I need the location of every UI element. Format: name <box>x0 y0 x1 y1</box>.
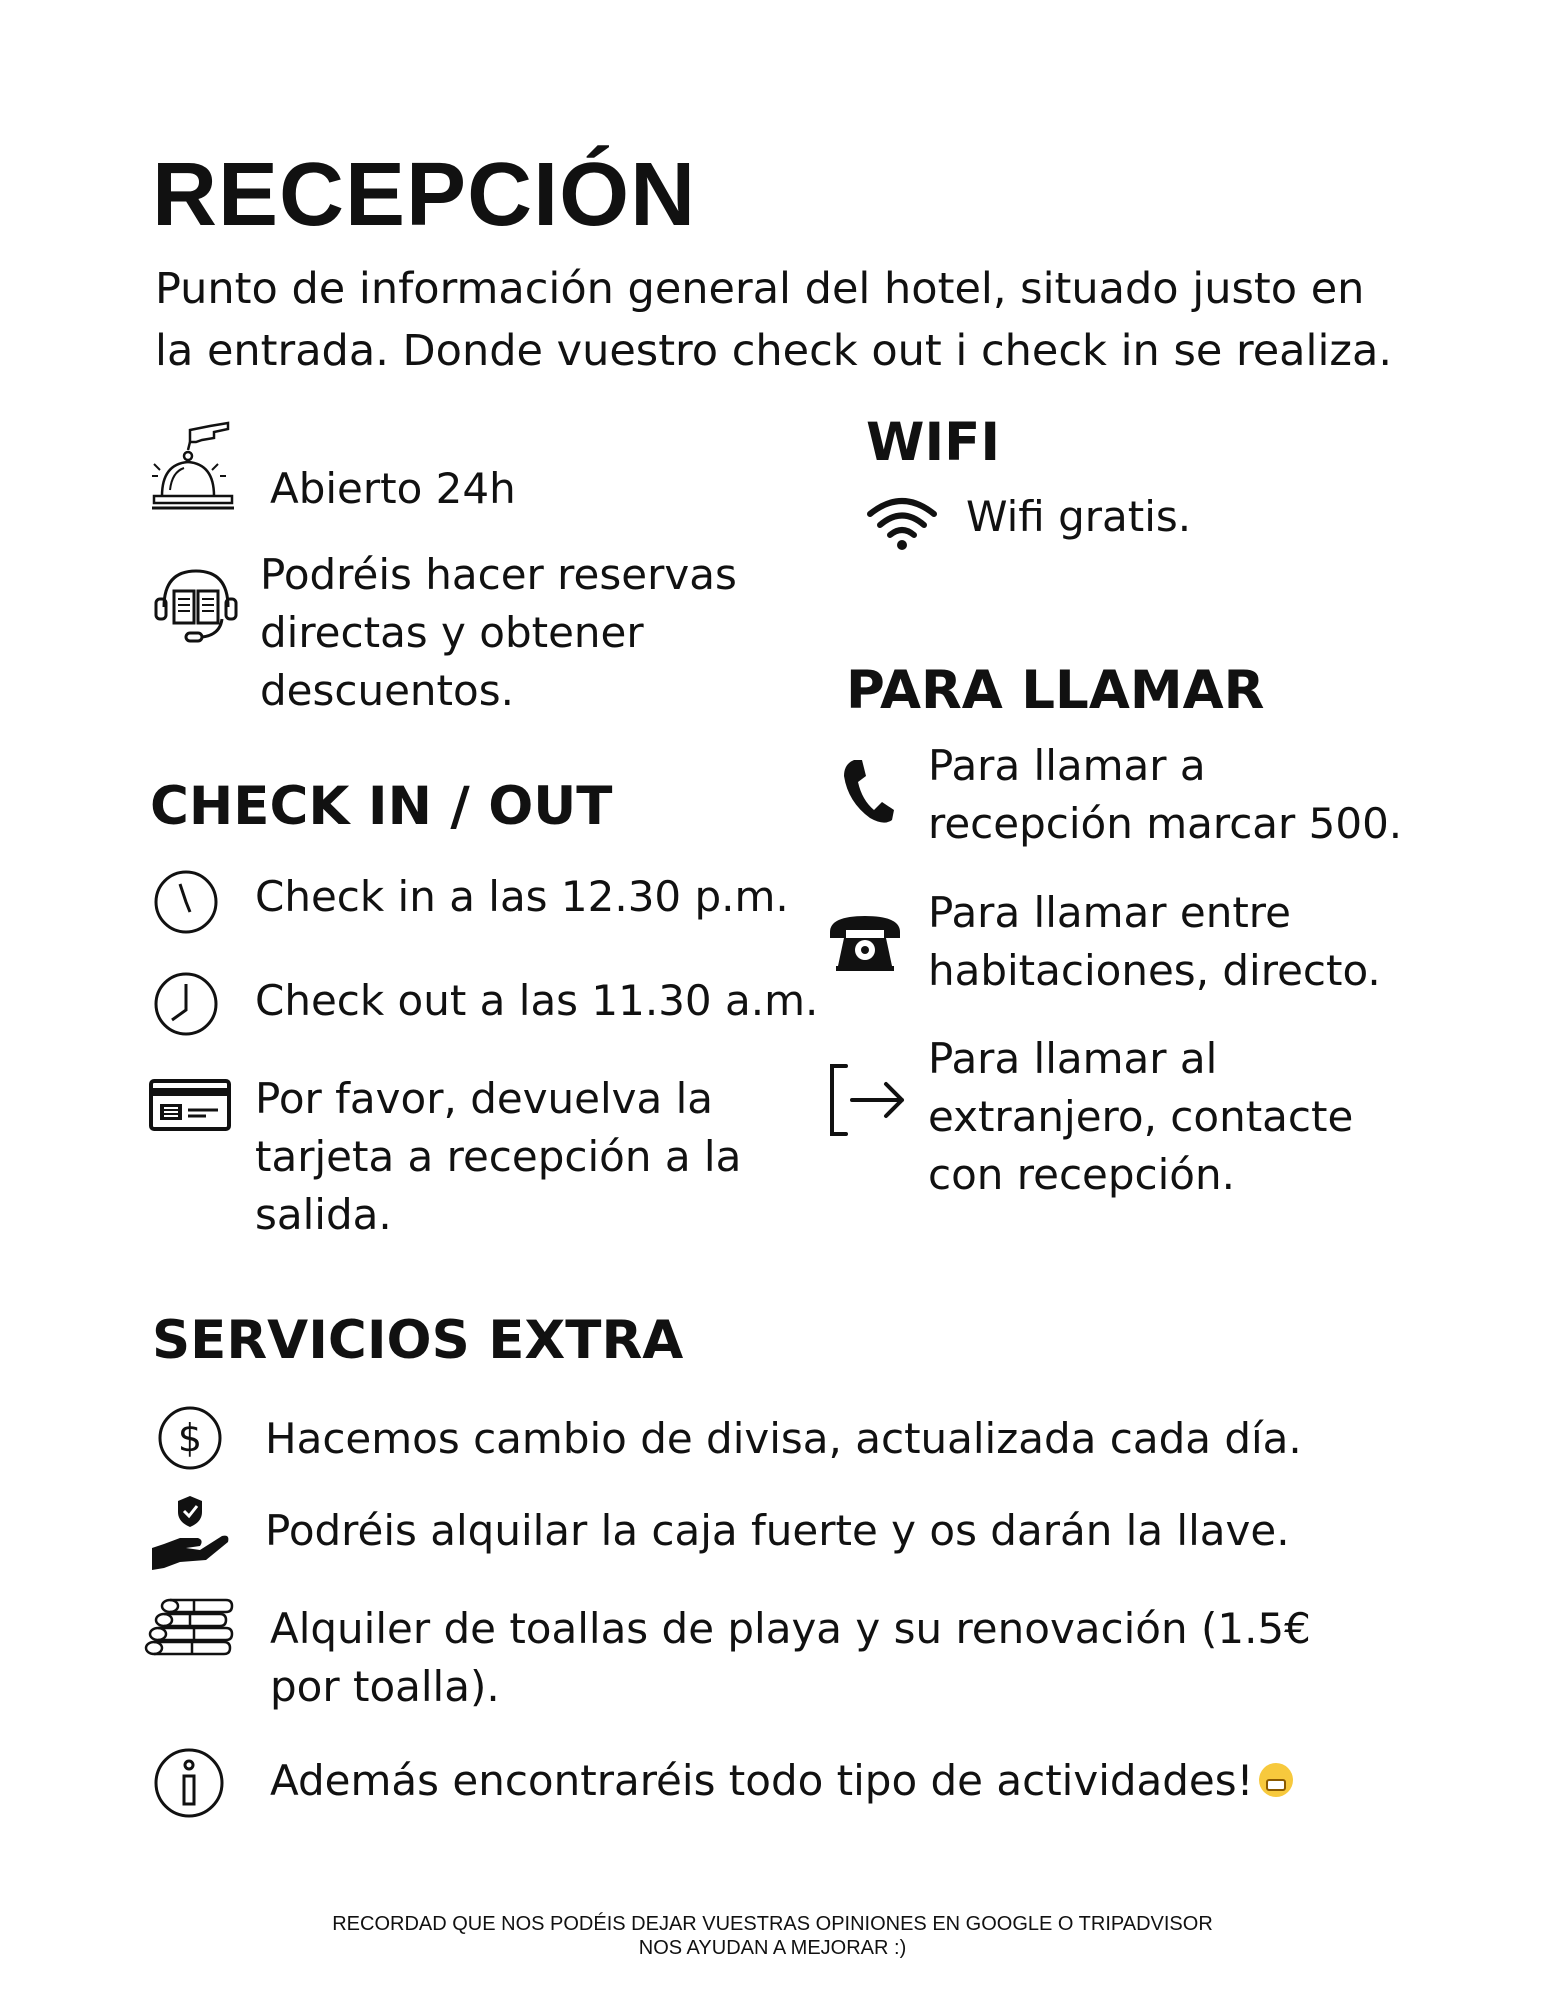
clock-icon <box>152 868 220 936</box>
activities-text: Además encontraréis todo tipo de actividades! <box>270 1756 1254 1805</box>
footer-line-2: NOS AYUDAN A MEJORAR :) <box>638 1937 907 1959</box>
checkout-text: Check out a las 11.30 a.m. <box>255 976 819 1025</box>
wifi-heading: WIFI <box>866 412 1001 473</box>
towels-icon <box>144 1596 236 1656</box>
safe-text: Podréis alquilar la caja fuerte y os darán la llave. <box>265 1506 1290 1555</box>
checkin-text: Check in a las 12.30 p.m. <box>255 872 789 921</box>
wifi-text: Wifi gratis. <box>966 492 1192 541</box>
bookings-text: Podréis hacer reservas directas y obtener descuentos. <box>260 550 737 715</box>
info-icon <box>152 1746 226 1820</box>
extras-heading: SERVICIOS EXTRA <box>152 1310 684 1371</box>
wifi-icon <box>866 494 938 550</box>
rotary-phone-icon <box>826 910 904 972</box>
phone-icon <box>840 756 896 826</box>
service-bell-icon <box>150 420 236 516</box>
call-rooms-text: Para llamar entre habitaciones, directo. <box>928 888 1381 995</box>
currency-text: Hacemos cambio de divisa, actualizada cada día. <box>265 1414 1302 1463</box>
svg-text:$: $ <box>177 1416 203 1460</box>
clock-icon <box>152 970 220 1038</box>
page-title: RECEPCIÓN <box>152 145 697 245</box>
intro-text: Punto de información general del hotel, situado justo en la entrada. Donde vuestro check out i check in se realiza. <box>155 264 1393 376</box>
exit-arrow-icon <box>826 1060 908 1140</box>
card-return-text: Por favor, devuelva la tarjeta a recepción a la salida. <box>255 1074 742 1239</box>
dollar-icon <box>156 1404 224 1472</box>
book-headset-icon <box>150 565 242 645</box>
activities-line <box>270 1752 1293 1810</box>
calls-heading: PARA LLAMAR <box>846 660 1265 721</box>
checkin-heading: CHECK IN / OUT <box>150 776 613 837</box>
footer-line-1: RECORDAD QUE NOS PODÉIS DEJAR VUESTRAS OPINIONES EN GOOGLE O TRIPADVISOR <box>332 1913 1213 1935</box>
footer <box>0 1912 1545 1960</box>
hand-shield-icon <box>150 1492 232 1572</box>
card-icon <box>148 1078 232 1134</box>
open-24h-text: Abierto 24h <box>270 464 516 513</box>
call-abroad-text: Para llamar al extranjero, contacte con recepción. <box>928 1034 1354 1199</box>
grin-emoji-icon <box>1259 1763 1293 1797</box>
towels-text: Alquiler de toallas de playa y su renovación (1.5€ por toalla). <box>270 1604 1311 1711</box>
call-reception-text: Para llamar a recepción marcar 500. <box>928 741 1403 848</box>
